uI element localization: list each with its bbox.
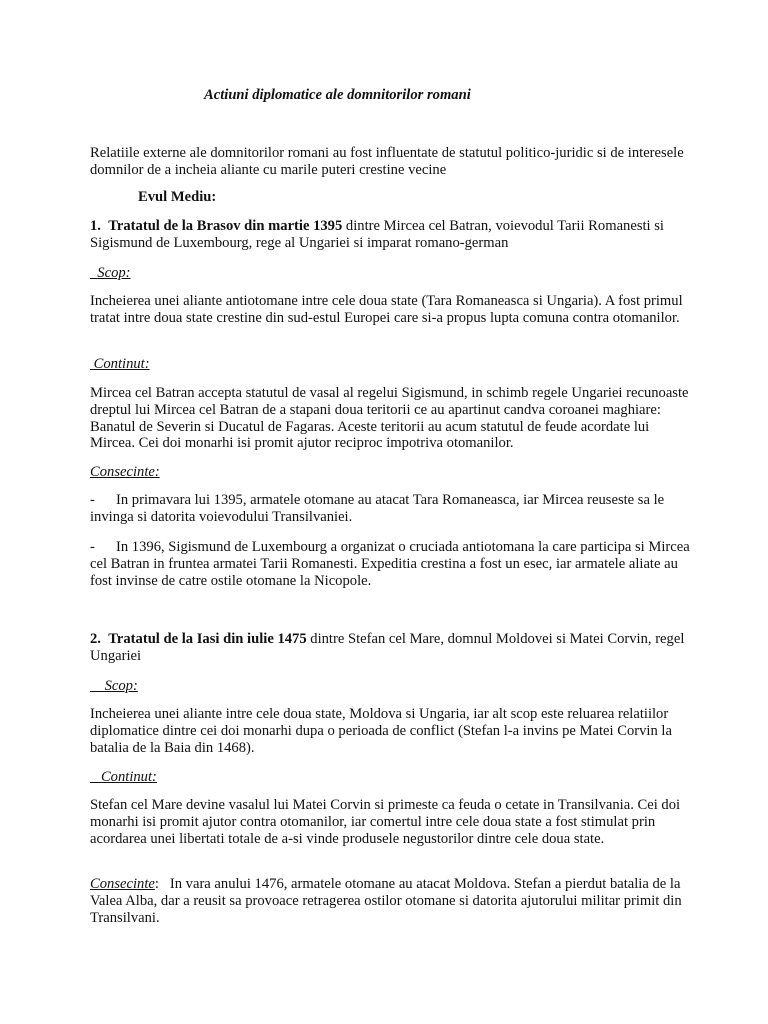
treaty1-consequences-label: Consecinte:	[90, 464, 160, 480]
treaty2-title: Tratatul de la Iasi din iulie 1475	[108, 631, 307, 647]
treaty2-heading	[90, 631, 690, 665]
treaty2-consequences-text: In vara anului 1476, armatele otomane au atacat Moldova. Stefan a pierdut batalia de la Valea Alba, dar a reusit sa provoace retragerea ostilor otomane si datorita ajutorului militar primit din Transilvani.	[90, 876, 682, 926]
treaty1-content-label: Continut:	[93, 356, 150, 372]
treaty1-consequence-item: - In 1396, Sigismund de Luxembourg a organizat o cruciada antiotomana la care participa si Mircea cel Batran in fruntea armatei Tarii Romanesti. Expeditia crestina a fost un esec, iar armatele aliate au fost invinse de catre ostile otomane la Nicopole.	[90, 539, 690, 589]
treaty2-title-rest: dintre Stefan cel Mare, domnul Moldovei si Matei Corvin, regel Ungariei	[90, 631, 685, 664]
treaty2-content-label-row	[90, 769, 690, 786]
treaty1-scope-label: Scop:	[97, 265, 131, 281]
treaty2-consequences: Consecinte: In vara anului 1476, armatele otomane au atacat Moldova. Stefan a pierdut batalia de la Valea Alba, dar a reusit sa provoace retragerea ostilor otomane si datorita ajutorului militar primit din Transilvani.	[90, 876, 682, 926]
treaty2-scope-text: Incheierea unei aliante intre cele doua state, Moldova si Ungaria, iar alt scop este reluarea relatiilor diplomatice dintre cei doi monarhi dupa o perioada de conflict (Stefan l-a invins pe Matei Corvin la batalia de la Baia din 1468).	[90, 706, 672, 756]
treaty1-consequences-label-row	[90, 464, 690, 481]
treaty2-number: 2.	[90, 631, 101, 647]
treaty2-scope-label-row	[90, 678, 690, 695]
treaty2-consequences-label: Consecinte	[90, 876, 155, 892]
treaty1-content-label-row	[90, 356, 690, 373]
intro-paragraph: Relatiile externe ale domnitorilor romani au fost influentate de statutul politico-juridic si de interesele domnilor de a incheia aliante cu marile puteri crestine vecine	[90, 145, 684, 178]
treaty1-content-text: Mircea cel Batran accepta statutul de vasal al regelui Sigismund, in schimb regele Ungariei recunoaste dreptul lui Mircea cel Batran de a stapani doua teritorii ce au apartinut candva coroanei maghiare: Banatul de Severin si Ducatul de Fagaras. Aceste teritorii au acum statutul de feude acordate lui Mircea. Cei doi monarhi isi promit ajutor reciproc impotriva otomanilor.	[90, 385, 689, 452]
treaty1-number: 1.	[90, 218, 101, 234]
treaty1-heading	[90, 218, 690, 252]
treaty1-title: Tratatul de la Brasov din martie 1395	[108, 218, 343, 234]
list-dash: -	[90, 539, 95, 555]
treaty1-scope-text: Incheierea unei aliante antiotomane intre cele doua state (Tara Romaneasca si Ungaria). A fost primul tratat intre doua state crestine din sud-estul Europei care si-a propus lupta comuna contra otomanilor.	[90, 293, 683, 326]
treaty2-content-label: Continut:	[100, 769, 157, 785]
treaty2-scope-label: Scop:	[104, 678, 138, 694]
treaty2-content-text: Stefan cel Mare devine vasalul lui Matei Corvin si primeste ca feuda o cetate in Transilvania. Cei doi monarhi isi promit ajutor contra otomanilor, iar comertul intre cele doua state a fost stimulat prin acordarea unei libertati totale de a-si vinde produsele negustorilor dintre cele doua state.	[90, 797, 681, 847]
treaty1-scope-label-row	[90, 265, 690, 282]
document-title: Actiuni diplomatice ale domnitorilor romani	[204, 87, 471, 103]
treaty1-title-rest: dintre Mircea cel Batran, voievodul Tarii Romanesti si Sigismund de Luxembourg, rege al Ungariei si imparat romano-german	[90, 218, 664, 251]
section-heading: Evul Mediu:	[138, 189, 217, 205]
treaty1-consequence-item: - In primavara lui 1395, armatele otomane au atacat Tara Romaneasca, iar Mircea reuseste sa le invinga si datorita voievodului Transilvaniei.	[90, 492, 665, 525]
list-dash: -	[90, 492, 95, 508]
